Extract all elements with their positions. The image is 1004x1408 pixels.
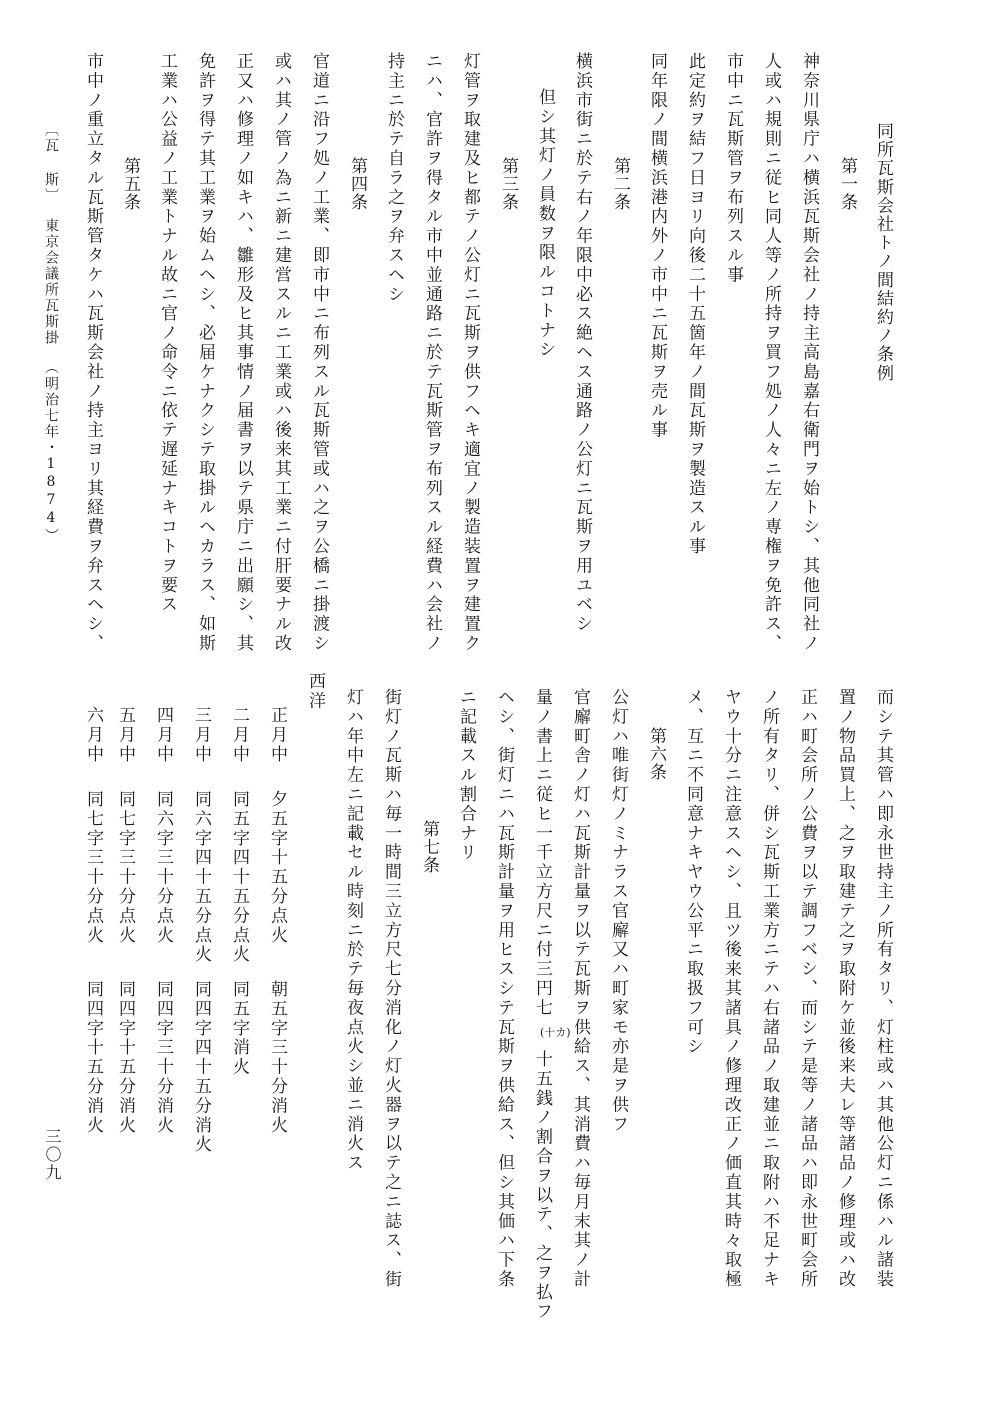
schedule-light: 同五字四十五分点火 bbox=[229, 790, 249, 965]
editorial-note: (十カ) bbox=[540, 1026, 571, 1039]
schedule-month: 四月中 bbox=[153, 706, 173, 765]
text-column: 灯ハ年中左ニ記載セル時刻ニ於テ毎夜点火シ並ニ消火ス bbox=[343, 688, 363, 1173]
text-column: 同年限ノ間横浜港内外ノ市中ニ瓦斯ヲ売ル事 bbox=[647, 52, 667, 440]
text-column: 市中ニ瓦斯管ヲ布列スル事 bbox=[723, 52, 743, 285]
article-7-heading: 第七条 bbox=[419, 820, 439, 874]
schedule-month: 正月中 bbox=[267, 706, 287, 765]
text-column: 置ノ物品買上、之ヲ取建テ之ヲ取附ケ並後来夫レ等諸品ノ修理或ハ改 bbox=[835, 688, 855, 1290]
text-column: 街灯ノ瓦斯ハ毎一時間三立方尺七分消化ノ灯火器ヲ以テ之ニ誌ス、街 bbox=[381, 688, 401, 1290]
text-column: 正ハ町会所ノ公費ヲ以テ調フベシ、而シテ是等ノ諸品ハ即永世町会所 bbox=[797, 688, 817, 1290]
schedule-out: 同五字消火 bbox=[229, 980, 249, 1077]
text-column: ニ記載スル割合ナリ bbox=[456, 688, 476, 863]
article-4-heading: 第四条 bbox=[347, 157, 367, 211]
text-column: ヘシ、街灯ニハ瓦斯計量ヲ用ヒスシテ瓦斯ヲ供給ス、但シ其価ハ下条 bbox=[494, 688, 514, 1290]
text-column: 此定約ヲ結フ日ヨリ向後二十五箇年ノ間瓦斯ヲ製造スル事 bbox=[685, 52, 705, 557]
article-1-heading: 第一条 bbox=[837, 157, 857, 211]
document-title: 同所瓦斯会社トノ間結約ノ条例 bbox=[873, 122, 893, 383]
text-column: 持主ニ於テ自ラ之ヲ弁スヘシ bbox=[384, 52, 404, 305]
schedule-out: 同四字十五分消火 bbox=[83, 980, 103, 1136]
schedule-month: 六月中 bbox=[83, 706, 103, 765]
schedule-light: 同七字三十分点火 bbox=[83, 790, 103, 946]
schedule-month: 五月中 bbox=[115, 706, 135, 765]
text-column: 官廨町舎ノ灯ハ瓦斯計量ヲ以テ瓦斯ヲ供給ス、其消費ハ毎月末其ノ計 bbox=[570, 688, 590, 1290]
text-column: 灯管ヲ取建及ヒ都テノ公灯ニ瓦斯ヲ供フヘキ適宜ノ製造装置ヲ建置ク bbox=[460, 52, 480, 654]
text-column: メ、互ニ不同意ナキヤウ公平ニ取扱フ可シ bbox=[683, 688, 703, 1057]
section-tag: 〔瓦 斯〕 bbox=[43, 122, 59, 204]
source-label: 東京会議所瓦斯掛 bbox=[43, 218, 59, 346]
schedule-out: 同四字三十分消火 bbox=[153, 980, 173, 1136]
schedule-out: 朝五字三十分消火 bbox=[267, 980, 287, 1136]
era-label: （明治七年・1874） bbox=[43, 360, 59, 544]
text-column: 免許ヲ得テ其工業ヲ始ムヘシ、必届ケナクシテ取掛ルヘカラス、如斯 bbox=[195, 52, 215, 654]
text-column: 工業ハ公益ノ工業トナル故ニ官ノ命令ニ依テ遅延ナキコトヲ要ス bbox=[157, 52, 177, 615]
schedule-light: 同七字三十分点火 bbox=[115, 790, 135, 946]
article-2-heading: 第二条 bbox=[610, 157, 630, 211]
schedule-month: 二月中 bbox=[229, 706, 249, 765]
article-3-heading: 第三条 bbox=[498, 157, 518, 211]
text-column: 十五銭ノ割合ヲ以テ、之ヲ払フ bbox=[532, 1050, 552, 1322]
text-column: ヤウ十分ニ注意スヘシ、且ツ後来其諸具ノ修理改正ノ価直其時々取極 bbox=[721, 688, 741, 1290]
article-5-heading: 第五条 bbox=[120, 157, 140, 211]
text-column: 正又ハ修理ノ如キハ、雛形及ヒ其事情ノ届書ヲ以テ県庁ニ出願シ、其 bbox=[233, 52, 253, 654]
text-column: 而シテ其管ハ即永世持主ノ所有タリ、灯柱或ハ其他公灯ニ係ハル諸装 bbox=[873, 688, 893, 1290]
schedule-light: 同六字三十分点火 bbox=[153, 790, 173, 946]
schedule-out: 同四字十五分消火 bbox=[115, 980, 135, 1136]
schedule-month: 三月中 bbox=[191, 706, 211, 765]
text-column: 市中ノ重立タル瓦斯管タケハ瓦斯会社ノ持主ヨリ其経費ヲ弁スヘシ、 bbox=[83, 52, 103, 654]
article-6-heading: 第六条 bbox=[646, 727, 666, 781]
text-column: 横浜市街ニ於テ右ノ年限中必ス絶ヘス通路ノ公灯ニ瓦斯ヲ用ユベシ bbox=[572, 52, 592, 634]
text-column: 公灯ハ唯街灯ノミナラス官廨又ハ町家モ亦是ヲ供フ bbox=[608, 688, 628, 1135]
text-column: 西洋 bbox=[305, 672, 325, 711]
text-column: ノ所有タリ、併シ瓦斯工業方ニテハ右諸品ノ取建並ニ取附ハ不足ナキ bbox=[759, 688, 779, 1290]
text-column: 官道ニ沿フ処ノ工業、即市中ニ布列スル瓦斯管或ハ之ヲ公橋ニ掛渡シ bbox=[309, 52, 329, 654]
schedule-light: 同六字四十五分点火 bbox=[191, 790, 211, 965]
text-column: 神奈川県庁ハ横浜瓦斯会社ノ持主高島嘉右衛門ヲ始トシ、其他同社ノ bbox=[799, 52, 819, 654]
schedule-light: 夕五字十五分点火 bbox=[267, 790, 287, 946]
text-column: ニハ、官許ヲ得タル市中並通路ニ於テ瓦斯管ヲ布列スル経費ハ会社ノ bbox=[422, 52, 442, 654]
page-number: 三〇九 bbox=[43, 1128, 62, 1182]
text-column: 人或ハ規則ニ従ヒ同人等ノ所持ヲ買フ処ノ人々ニ左ノ専権ヲ免許ス、 bbox=[761, 52, 781, 654]
schedule-out: 同四字四十五分消火 bbox=[191, 980, 211, 1155]
text-column: 或ハ其ノ管ノ為ニ新ニ建営スルニ工業或ハ後来其工業ニ付肝要ナル改 bbox=[271, 52, 291, 654]
text-column: 但シ其灯ノ員数ヲ限ルコトナシ bbox=[535, 88, 555, 360]
text-column: 量ノ書上ニ従ヒ一千立方尺ニ付三円七 bbox=[532, 688, 552, 1018]
